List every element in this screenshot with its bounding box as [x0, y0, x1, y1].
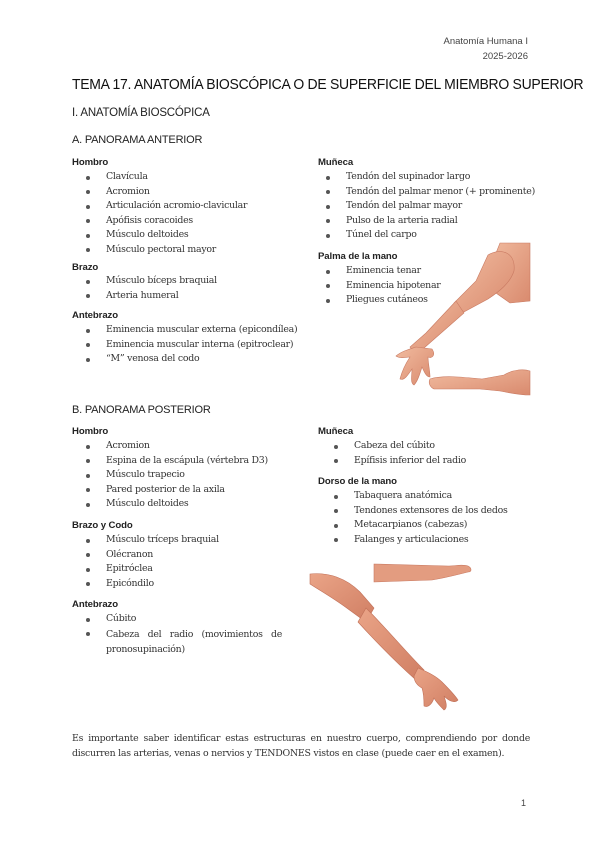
list-item: “M” venosa del codo	[82, 352, 297, 367]
list-item: Cabeza del cúbito	[330, 439, 466, 454]
anterior-hombro-list	[82, 170, 247, 258]
list-item: Tendón del palmar mayor	[322, 199, 535, 214]
list-item: Eminencia tenar	[322, 264, 441, 279]
posterior-antebrazo-list	[82, 612, 282, 657]
list-item: Metacarpianos (cabezas)	[330, 518, 508, 533]
list-item: Cabeza del radio (movimientos de pronosupinación)	[82, 627, 282, 657]
list-item: Músculo deltoides	[82, 228, 247, 243]
list-item: Epífisis inferior del radio	[330, 454, 466, 469]
list-item: Músculo pectoral mayor	[82, 243, 247, 258]
posterior-muneca-title: Muñeca	[318, 426, 354, 437]
list-item: Cúbito	[82, 612, 282, 627]
header-course: Anatomía Humana I	[443, 36, 528, 47]
running-header	[444, 34, 529, 64]
list-item: Clavícula	[82, 170, 247, 185]
posterior-brazo-codo-title: Brazo y Codo	[72, 520, 133, 531]
list-item: Arteria humeral	[82, 289, 217, 304]
posterior-antebrazo-title: Antebrazo	[72, 599, 119, 610]
posterior-muneca-list	[330, 439, 466, 468]
list-item: Tabaquera anatómica	[330, 489, 508, 504]
list-item: Músculo deltoides	[82, 497, 268, 512]
posterior-brazo-codo-list	[82, 533, 219, 591]
anterior-antebrazo-title: Antebrazo	[72, 310, 119, 321]
list-item: Epitróclea	[82, 562, 219, 577]
list-item: Articulación acromio-clavicular	[82, 199, 247, 214]
list-item: Espina de la escápula (vértebra D3)	[82, 454, 268, 469]
list-item: Acromion	[82, 439, 268, 454]
posterior-heading: B. PANORAMA POSTERIOR	[72, 404, 211, 416]
list-item: Pulso de la arteria radial	[322, 214, 535, 229]
posterior-dorso-title: Dorso de la mano	[318, 476, 397, 487]
list-item: Tendón del supinador largo	[322, 170, 535, 185]
anterior-palma-title: Palma de la mano	[318, 251, 398, 262]
header-year: 2025-2026	[482, 51, 528, 62]
list-item: Músculo bíceps braquial	[82, 274, 217, 289]
anterior-brazo-list	[82, 274, 217, 303]
anterior-heading: A. PANORAMA ANTERIOR	[72, 134, 203, 146]
list-item: Pliegues cutáneos	[322, 293, 441, 308]
posterior-arm-illustration	[306, 572, 462, 710]
list-item: Tendones extensores de los dedos	[330, 504, 508, 519]
posterior-hombro-title: Hombro	[72, 426, 109, 437]
list-item: Acromion	[82, 185, 247, 200]
anterior-antebrazo-list	[82, 323, 297, 367]
anterior-brazo-title: Brazo	[72, 262, 99, 273]
list-item: Olécranon	[82, 548, 219, 563]
list-item: Apófisis coracoides	[82, 214, 247, 229]
posterior-dorso-list	[330, 489, 508, 547]
page-title: TEMA 17. ANATOMÍA BIOSCÓPICA O DE SUPERFICIE DEL MIEMBRO SUPERIOR	[72, 76, 584, 93]
posterior-hombro-list	[82, 439, 268, 512]
anterior-arm-illustration	[392, 243, 530, 396]
list-item: Pared posterior de la axila	[82, 483, 268, 498]
list-item: Tendón del palmar menor (+ prominente)	[322, 185, 535, 200]
closing-paragraph: Es importante saber identificar estas estructuras en nuestro cuerpo, comprendiendo por donde discurren las arterias, venas o nervios y TENDONES vistos en clase (puede caer en el examen).	[72, 733, 530, 759]
anterior-hombro-title: Hombro	[72, 157, 109, 168]
anterior-muneca-title: Muñeca	[318, 157, 354, 168]
list-item: Falanges y articulaciones	[330, 533, 508, 548]
list-item: Túnel del carpo	[322, 228, 535, 243]
anterior-muneca-list	[322, 170, 535, 243]
list-item: Epicóndilo	[82, 577, 219, 592]
page-number: 1	[520, 798, 526, 808]
list-item: Músculo trapecio	[82, 468, 268, 483]
list-item: Músculo tríceps braquial	[82, 533, 219, 548]
list-item: Eminencia hipotenar	[322, 279, 441, 294]
list-item: Eminencia muscular externa (epicondílea)	[82, 323, 297, 338]
list-item: Eminencia muscular interna (epitroclear)	[82, 338, 297, 353]
section-heading: I. ANATOMÍA BIOSCÓPICA	[72, 107, 210, 119]
